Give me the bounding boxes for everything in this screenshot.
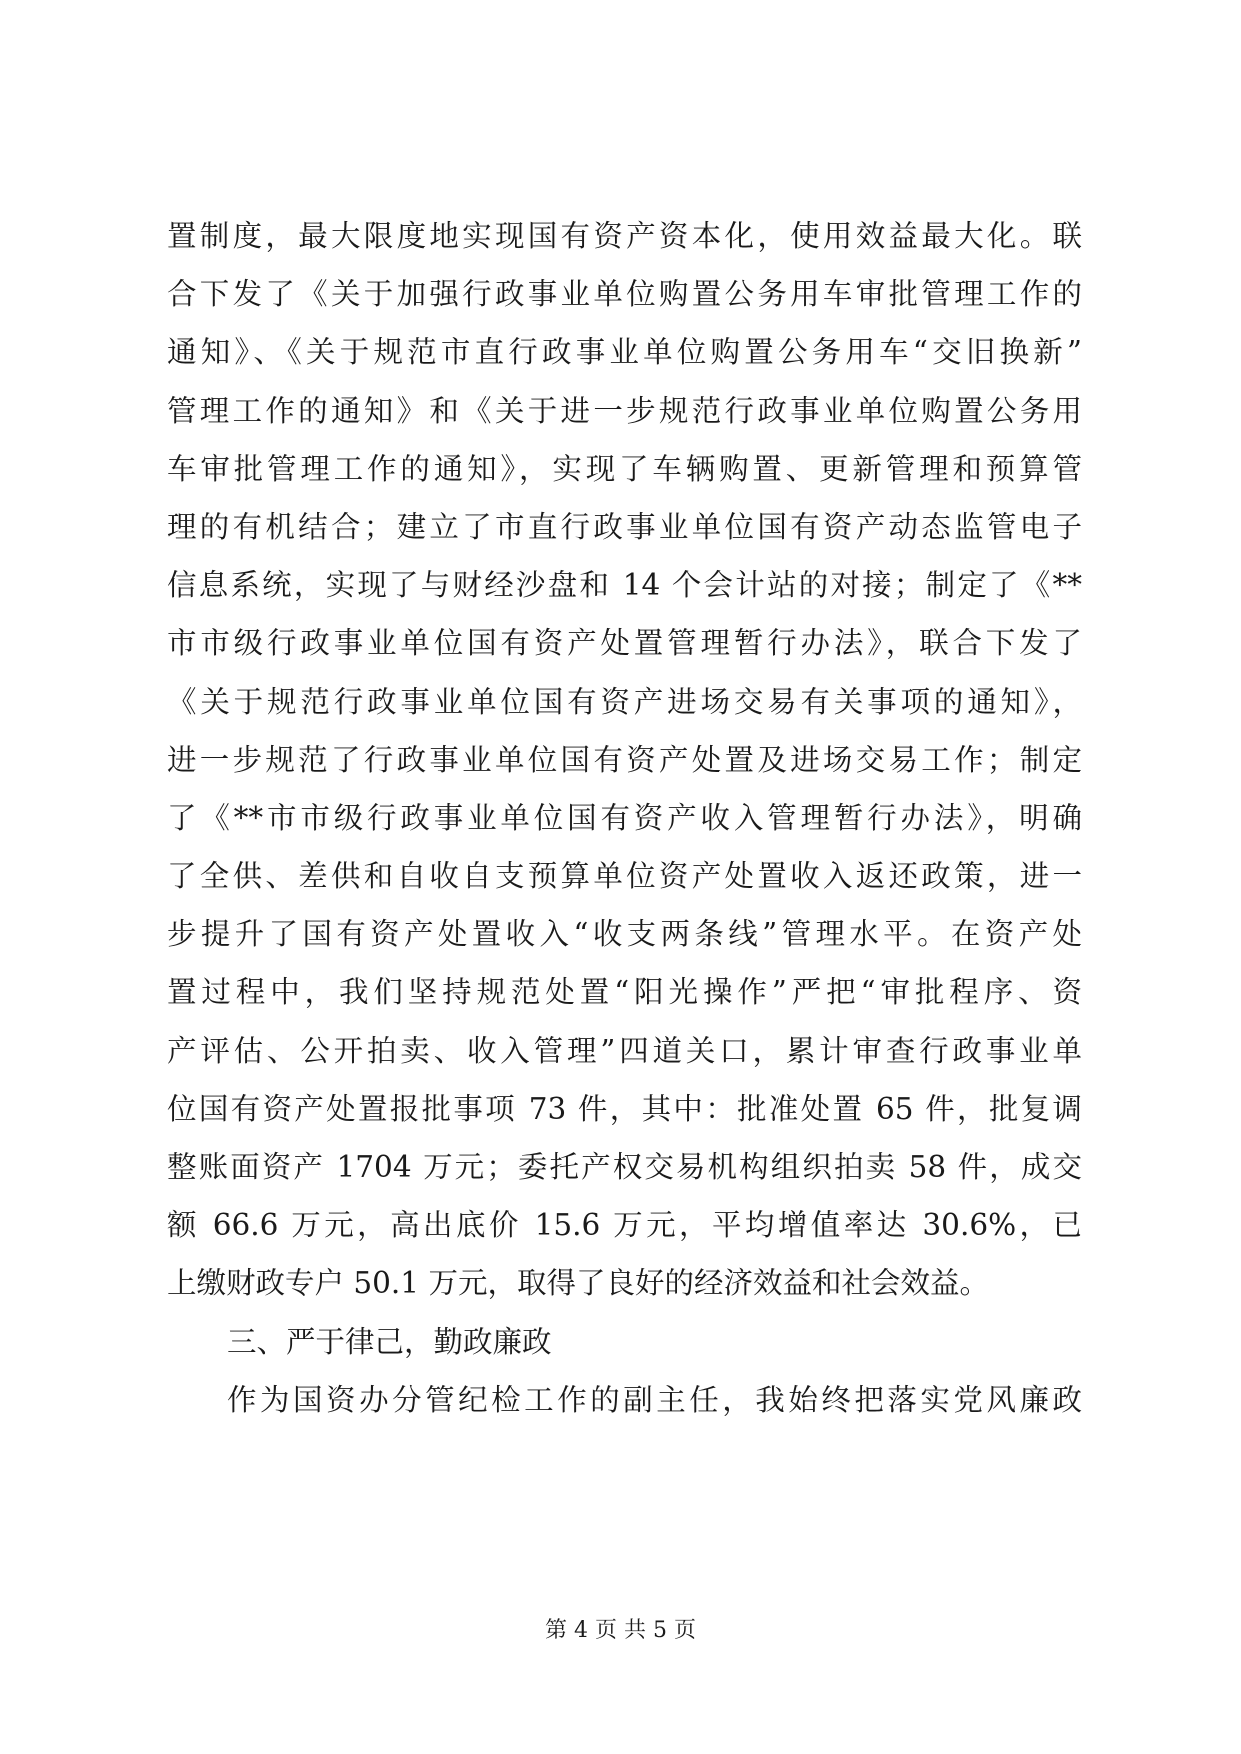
body-line-9: 《关于规范行政事业单位国有资产进场交易有关事项的通知》， bbox=[167, 684, 1082, 719]
body-line-12: 了全供、差供和自收自支预算单位资产处置收入返还政策，进一 bbox=[167, 859, 1082, 894]
body-line-8: 市市级行政事业单位国有资产处置管理暂行办法》，联合下发了 bbox=[167, 626, 1082, 661]
body-line-6: 理的有机结合；建立了市直行政事业单位国有资产动态监管电子 bbox=[167, 509, 1082, 544]
body-line-18: 额 66.6 万元，高出底价 15.6 万元，平均增值率达 30.6%，已 bbox=[167, 1208, 1082, 1243]
document-body bbox=[167, 207, 1082, 1429]
body-line-13: 步提升了国有资产处置收入“收支两条线”管理水平。在资产处 bbox=[167, 917, 1082, 952]
body-line-4: 管理工作的通知》和《关于进一步规范行政事业单位购置公务用 bbox=[167, 393, 1082, 428]
body-line-1: 置制度，最大限度地实现国有资产资本化，使用效益最大化。联 bbox=[167, 219, 1082, 253]
section-heading: 三、严于律己，勤政廉政 bbox=[227, 1324, 552, 1359]
body-line-15: 产评估、公开拍卖、收入管理”四道关口，累计审查行政事业单 bbox=[167, 1033, 1082, 1068]
paragraph-start-line: 作为国资办分管纪检工作的副主任，我始终把落实党风廉政 bbox=[227, 1382, 1082, 1417]
body-line-3: 通知》、《关于规范市直行政事业单位购置公务用车“交旧换新” bbox=[167, 335, 1082, 370]
body-line-2: 合下发了《关于加强行政事业单位购置公务用车审批管理工作的 bbox=[167, 277, 1082, 312]
page-footer bbox=[0, 1616, 1241, 1646]
page-number-label: 第 4 页 共 5 页 bbox=[545, 1618, 696, 1643]
body-line-16: 位国有资产处置报批事项 73 件，其中：批准处置 65 件，批复调 bbox=[167, 1091, 1082, 1126]
body-line-11: 了《**市市级行政事业单位国有资产收入管理暂行办法》，明确 bbox=[167, 800, 1082, 835]
body-line-7: 信息系统，实现了与财经沙盘和 14 个会计站的对接；制定了《** bbox=[167, 568, 1082, 603]
body-line-17: 整账面资产 1704 万元；委托产权交易机构组织拍卖 58 件，成交 bbox=[167, 1150, 1082, 1184]
body-line-14: 置过程中，我们坚持规范处置“阳光操作”严把“审批程序、资 bbox=[167, 975, 1082, 1010]
body-line-5: 车审批管理工作的通知》，实现了车辆购置、更新管理和预算管 bbox=[167, 451, 1082, 486]
body-line-19: 上缴财政专户 50.1 万元，取得了良好的经济效益和社会效益。 bbox=[167, 1266, 989, 1301]
body-line-10: 进一步规范了行政事业单位国有资产处置及进场交易工作；制定 bbox=[167, 742, 1082, 777]
